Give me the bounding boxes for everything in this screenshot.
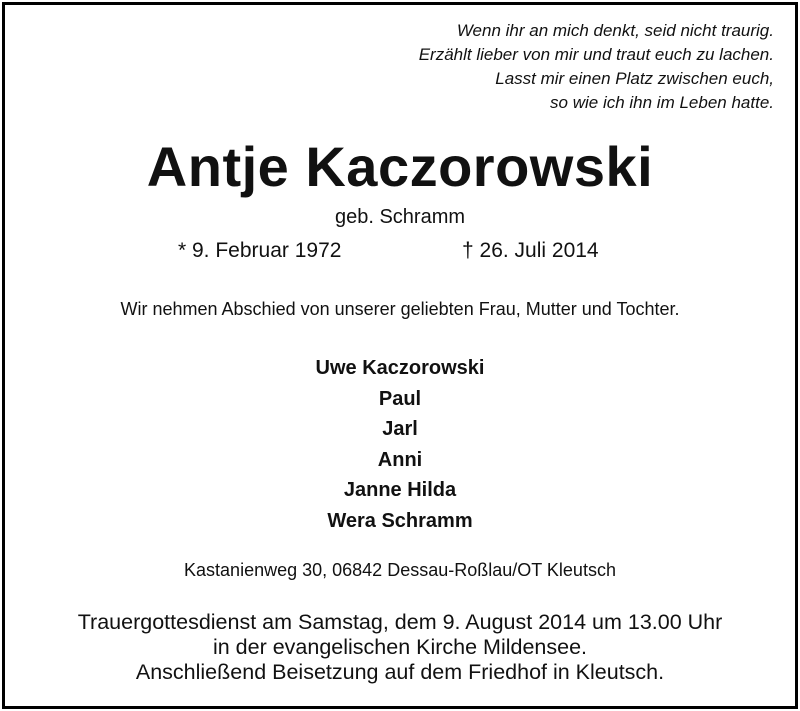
mourner-name: Uwe Kaczorowski: [315, 357, 485, 379]
deceased-name: Antje Kaczorowski: [146, 135, 654, 198]
poem-line: Lasst mir einen Platz zwischen euch,: [495, 69, 774, 88]
death-date: † 26. Juli 2014: [462, 239, 599, 262]
poem-line: so wie ich ihn im Leben hatte.: [550, 93, 774, 112]
birth-date: * 9. Februar 1972: [178, 239, 342, 262]
poem-line: Wenn ihr an mich denkt, seid nicht traurig.: [456, 21, 774, 40]
service-line: Trauergottesdienst am Samstag, dem 9. August 2014 um 13.00 Uhr: [77, 610, 723, 634]
family-address: Kastanienweg 30, 06842 Dessau-Roßlau/OT Kleutsch: [184, 560, 616, 580]
mourner-name: Wera Schramm: [327, 509, 473, 532]
service-line: in der evangelischen Kirche Mildensee.: [212, 635, 588, 659]
mourner-name: Janne Hilda: [343, 479, 457, 502]
farewell-text: Wir nehmen Abschied von unserer geliebten Frau, Mutter und Tochter.: [120, 299, 680, 319]
service-line: Anschließend Beisetzung auf dem Friedhof in Kleutsch.: [135, 660, 665, 684]
mourner-name: Jarl: [382, 418, 418, 441]
mourner-name: Anni: [377, 448, 423, 471]
poem: [294, 19, 774, 115]
mourners-list: [0, 353, 800, 537]
service-details: [0, 610, 800, 685]
maiden-name: geb. Schramm: [334, 206, 466, 228]
poem-line: Erzählt lieber von mir und traut euch zu lachen.: [418, 45, 774, 64]
mourner-name: Paul: [378, 387, 422, 410]
